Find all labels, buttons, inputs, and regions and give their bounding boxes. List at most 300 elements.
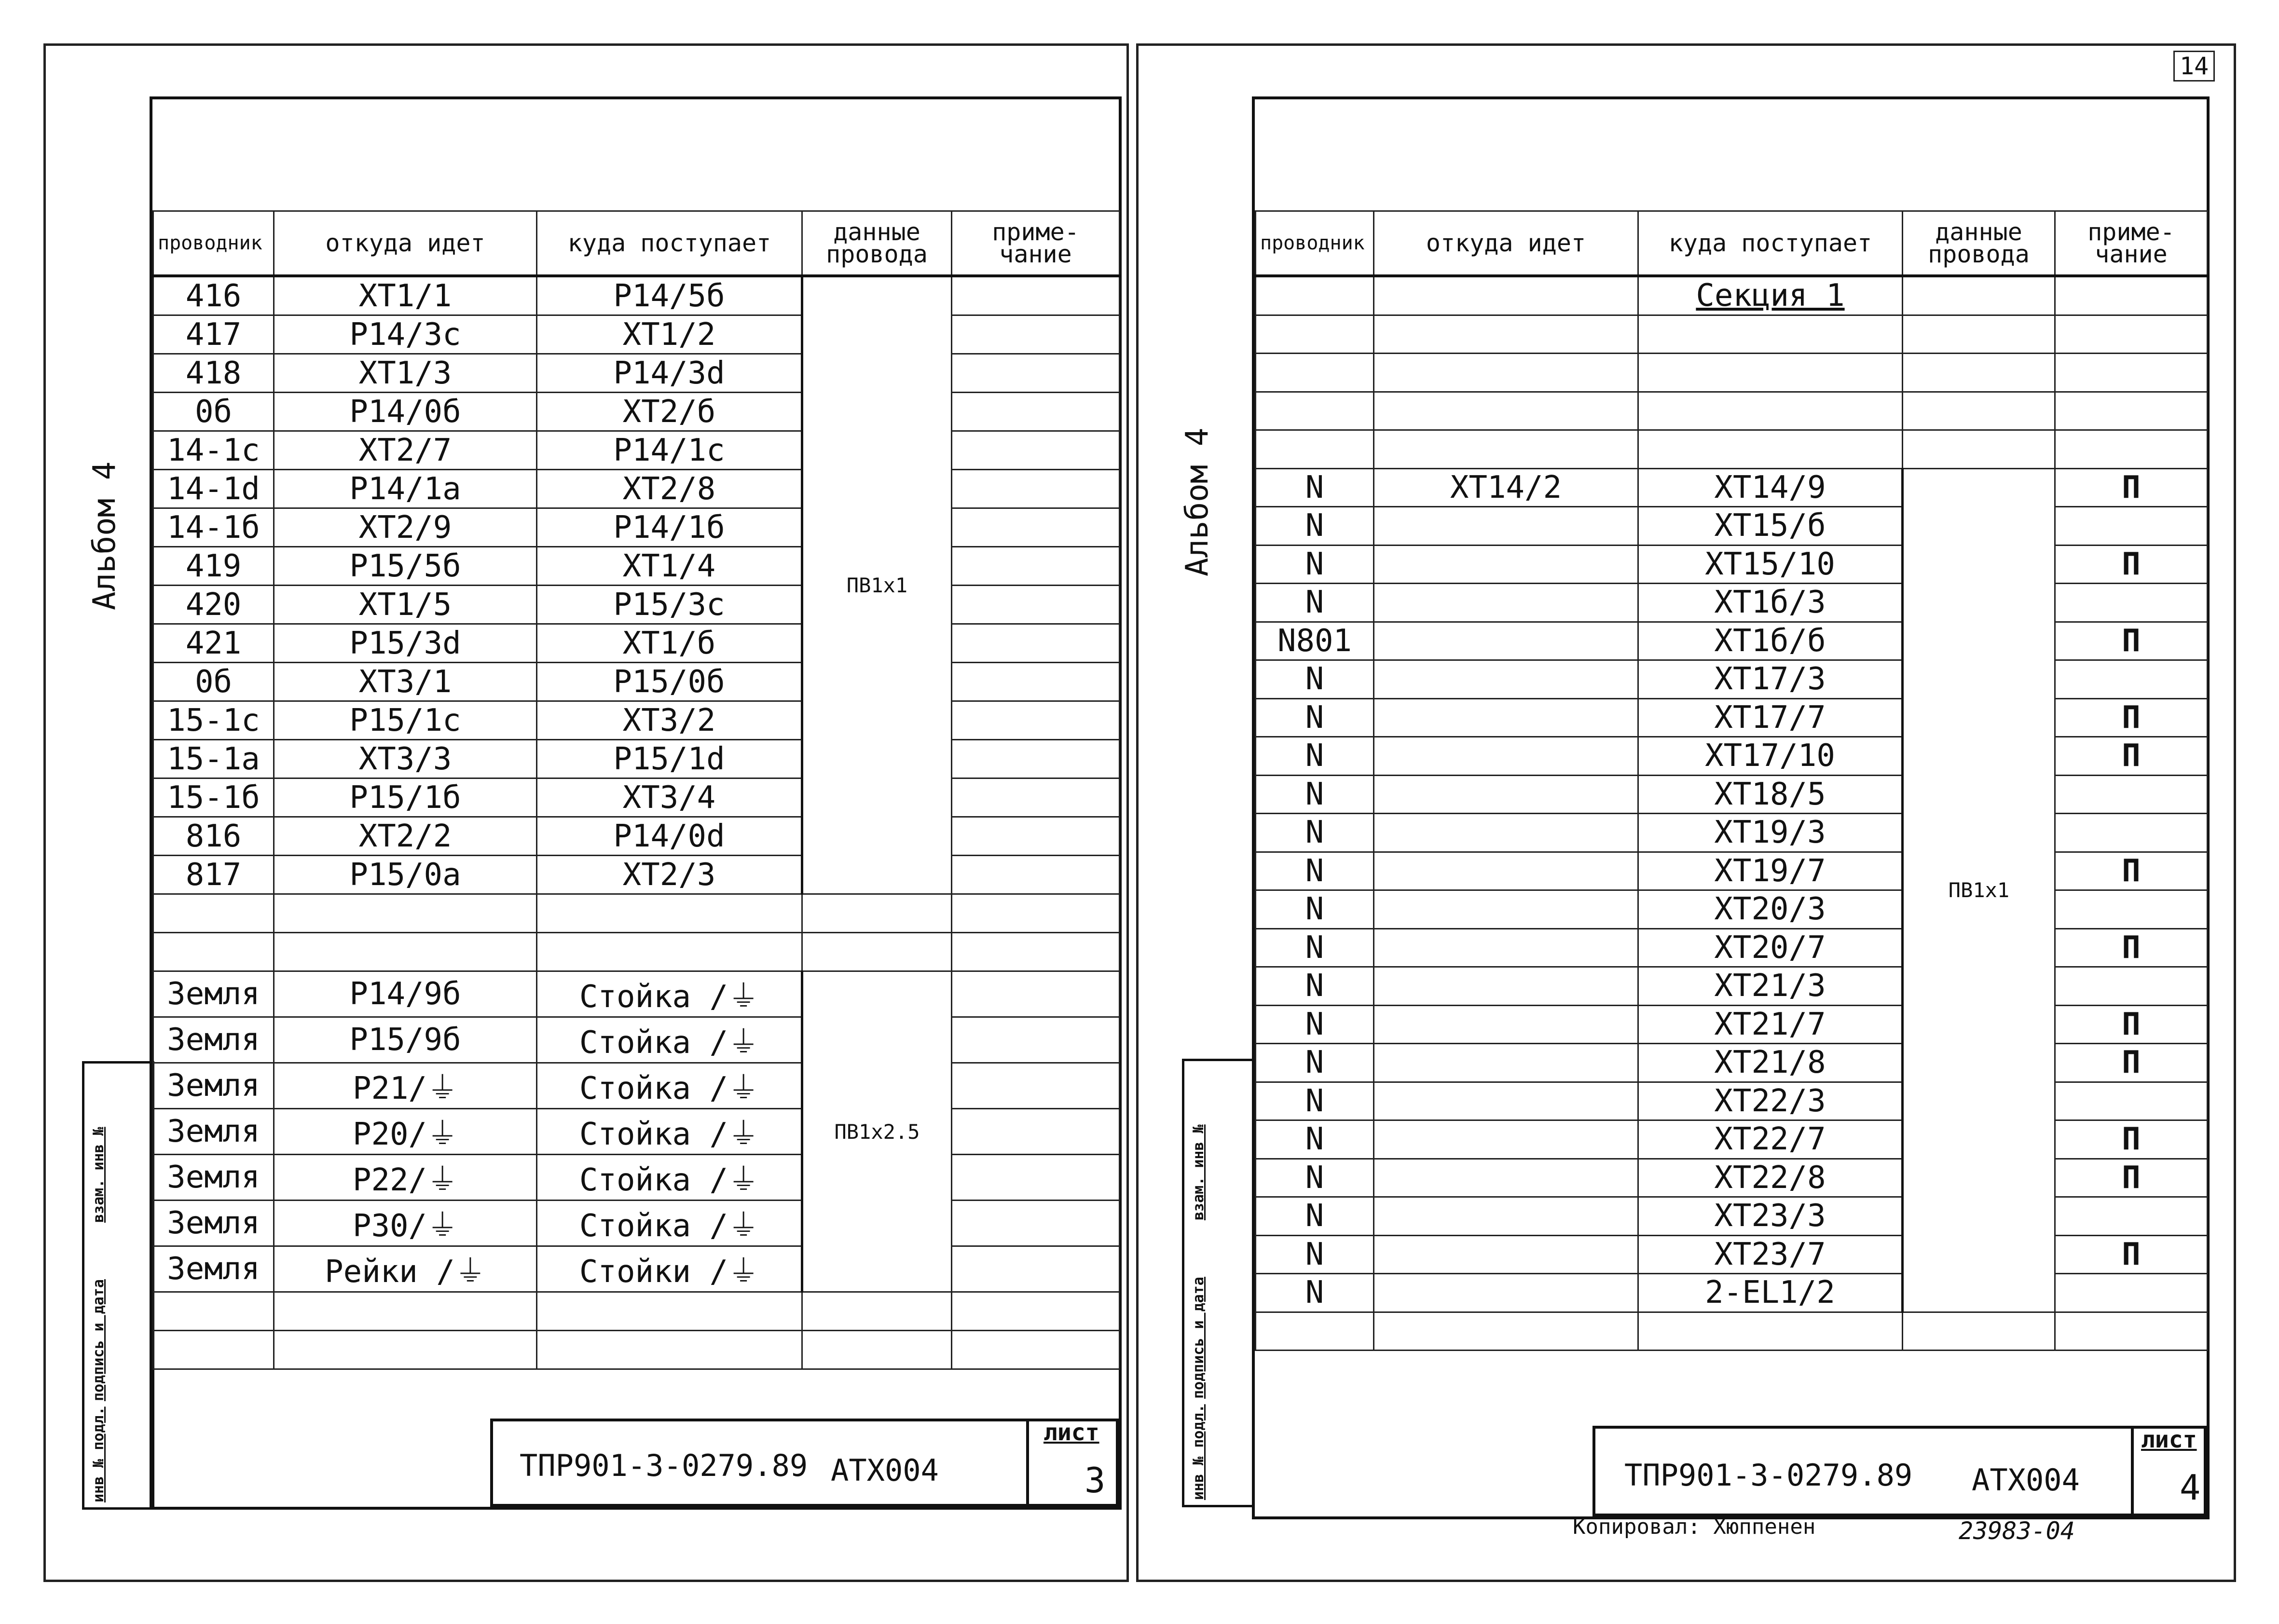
cell-conductor: 419 [153, 547, 274, 586]
header-conductor: проводник [1256, 211, 1374, 276]
right-wire-table [1255, 210, 2208, 1351]
cell-conductor: 817 [153, 856, 274, 894]
cell-conductor [1256, 392, 1374, 430]
table-row [153, 778, 1120, 817]
cell-conductor: 14-1d [153, 470, 274, 508]
table-row [1256, 660, 2208, 699]
cell-from: Р14/0б [274, 393, 537, 431]
cell-from [1374, 1197, 1638, 1236]
header-conductor: проводник [153, 211, 274, 276]
cell-note [2055, 354, 2208, 392]
cell-conductor: N [1256, 1082, 1374, 1120]
cell-note [2055, 392, 2208, 430]
cell-from: Р15/9б [274, 1017, 537, 1063]
stamp-column [1182, 1059, 1254, 1507]
cell-to: Р14/0d [537, 817, 802, 856]
cell-note [952, 508, 1120, 547]
cell-to: ХТ23/3 [1638, 1197, 1903, 1236]
cell-from: Р20/⏚ [274, 1109, 537, 1155]
cell-from [1374, 507, 1638, 546]
cell-note [952, 586, 1120, 624]
table-header [153, 211, 1120, 276]
cell-conductor: N [1256, 814, 1374, 852]
table-row [1256, 775, 2208, 814]
table-row [1256, 507, 2208, 546]
cell-from: Р14/3с [274, 315, 537, 354]
cell-from [1374, 584, 1638, 622]
cell-conductor: 0б [153, 393, 274, 431]
cell-conductor: N [1256, 928, 1374, 967]
sheet-number: 3 [1085, 1460, 1106, 1501]
cell-note [952, 393, 1120, 431]
table-row [1256, 430, 2208, 469]
stamp-label-inv: инв № подл. [90, 1406, 107, 1502]
table-row [153, 276, 1120, 315]
cell-note [952, 894, 1120, 933]
table-row [153, 1063, 1120, 1109]
cell-from [1374, 698, 1638, 737]
table-row [1256, 890, 2208, 929]
table-row [1256, 354, 2208, 392]
cell-from [1374, 660, 1638, 699]
cell-to: ХТ2/8 [537, 470, 802, 508]
table-row [1256, 1197, 2208, 1236]
table-row [153, 508, 1120, 547]
cell-to [1638, 392, 1903, 430]
cell-wire-data [1903, 354, 2055, 392]
header-note: приме-чание [2055, 211, 2208, 276]
cell-to [1638, 1312, 1903, 1351]
cell-to: ХТ22/3 [1638, 1082, 1903, 1120]
cell-note [952, 740, 1120, 778]
cell-note [952, 276, 1120, 315]
cell-to [1638, 354, 1903, 392]
cell-to [1638, 315, 1903, 354]
cell-conductor: 421 [153, 624, 274, 663]
cell-from: Р21/⏚ [274, 1063, 537, 1109]
cell-note [952, 1246, 1120, 1292]
table-row [153, 586, 1120, 624]
header-to: куда поступает [1638, 211, 1903, 276]
cell-note [952, 315, 1120, 354]
cell-from [1374, 276, 1638, 315]
cell-to: ХТ1/б [537, 624, 802, 663]
cell-conductor: N [1256, 1235, 1374, 1274]
cell-wire-group: ПВ1х1 [1903, 468, 2055, 1312]
cell-note: П [2055, 545, 2208, 584]
album-label: Альбом 4 [1180, 427, 1215, 576]
cell-from [274, 1331, 537, 1369]
table-row [1256, 1120, 2208, 1159]
cell-from [1374, 1082, 1638, 1120]
stamp-label-sign: подпись и дата [90, 1279, 107, 1401]
cell-conductor: 15-1с [153, 701, 274, 740]
table-row [153, 971, 1120, 1017]
cell-wire-data [802, 894, 952, 933]
doc-code: ТПР901-3-0279.89 [520, 1448, 808, 1483]
table-row [1256, 698, 2208, 737]
cell-note [952, 663, 1120, 701]
table-row [1256, 814, 2208, 852]
table-row [1256, 1159, 2208, 1197]
cell-to: Стойка /⏚ [537, 1017, 802, 1063]
cell-note [952, 701, 1120, 740]
cell-note [952, 817, 1120, 856]
table-row [153, 470, 1120, 508]
table-row [1256, 276, 2208, 315]
cell-wire-data [802, 1331, 952, 1369]
stamp-label-replace: взам. инв № [90, 1127, 107, 1223]
cell-to [537, 933, 802, 971]
cell-to: ХТ2/б [537, 393, 802, 431]
cell-note [952, 470, 1120, 508]
cell-wire-data [802, 1292, 952, 1331]
cell-to: ХТ18/5 [1638, 775, 1903, 814]
cell-to: ХТ2/3 [537, 856, 802, 894]
cell-to: ХТ17/7 [1638, 698, 1903, 737]
cell-conductor [153, 1331, 274, 1369]
table-row [153, 431, 1120, 470]
table-row [1256, 1005, 2208, 1044]
cell-conductor: Земля [153, 1063, 274, 1109]
header-wire-data: данные провода [1903, 211, 2055, 276]
cell-to: Стойки /⏚ [537, 1246, 802, 1292]
stamp-column [82, 1061, 154, 1510]
title-block [1593, 1426, 2207, 1516]
table-header [1256, 211, 2208, 276]
cell-note [2055, 1082, 2208, 1120]
cell-note: П [2055, 468, 2208, 507]
cell-conductor: 14-1с [153, 431, 274, 470]
cell-note [2055, 1274, 2208, 1312]
cell-conductor: N [1256, 507, 1374, 546]
table-row [1256, 1044, 2208, 1082]
cell-conductor: N801 [1256, 622, 1374, 660]
cell-note: П [2055, 928, 2208, 967]
sheet-number: 4 [2180, 1467, 2201, 1508]
cell-wire-group: ПВ1х1 [802, 276, 952, 894]
cell-conductor: Земля [153, 1246, 274, 1292]
cell-conductor: 417 [153, 315, 274, 354]
cell-conductor: Земля [153, 1017, 274, 1063]
cell-from: ХТ2/2 [274, 817, 537, 856]
cell-from [1374, 890, 1638, 929]
table-row [153, 701, 1120, 740]
cell-to [537, 1331, 802, 1369]
cell-to: Р14/1с [537, 431, 802, 470]
cell-note [2055, 814, 2208, 852]
sheet-label: лист [2141, 1426, 2197, 1453]
cell-wire-group: ПВ1х2.5 [802, 971, 952, 1292]
cell-from: Р15/1с [274, 701, 537, 740]
cell-from: Р15/1б [274, 778, 537, 817]
cell-from [1374, 1005, 1638, 1044]
cell-wire-data [1903, 315, 2055, 354]
cell-from: Р15/0а [274, 856, 537, 894]
cell-to: ХТ21/3 [1638, 967, 1903, 1006]
right-frame [1252, 96, 2210, 1519]
cell-note [2055, 507, 2208, 546]
cell-from [1374, 775, 1638, 814]
cell-conductor: 15-1б [153, 778, 274, 817]
cell-conductor: 816 [153, 817, 274, 856]
cell-from: ХТ1/5 [274, 586, 537, 624]
cell-note [2055, 890, 2208, 929]
cell-note [952, 1331, 1120, 1369]
cell-conductor: Земля [153, 1109, 274, 1155]
cell-note: П [2055, 852, 2208, 890]
cell-note: П [2055, 1044, 2208, 1082]
sheet-label: лист [1043, 1419, 1099, 1446]
cell-to: ХТ22/8 [1638, 1159, 1903, 1197]
corner-mark: 14 [2173, 51, 2215, 82]
table-row [153, 1017, 1120, 1063]
doc-number: АТХ004 [831, 1453, 939, 1488]
cell-note: П [2055, 698, 2208, 737]
cell-to: Стойка /⏚ [537, 971, 802, 1017]
cell-note [2055, 660, 2208, 699]
header-from: откуда идет [274, 211, 537, 276]
cell-to: ХТ17/3 [1638, 660, 1903, 699]
cell-from [1374, 622, 1638, 660]
cell-to: ХТ3/4 [537, 778, 802, 817]
cell-conductor: N [1256, 1197, 1374, 1236]
cell-from [1374, 1274, 1638, 1312]
cell-note [2055, 775, 2208, 814]
cell-from [1374, 814, 1638, 852]
header-to: куда поступает [537, 211, 802, 276]
table-row [153, 856, 1120, 894]
header-wire-data: данные провода [802, 211, 952, 276]
table-row [1256, 468, 2208, 507]
left-sheet [43, 43, 1129, 1582]
table-row [153, 354, 1120, 393]
table-row [1256, 392, 2208, 430]
cell-from [1374, 430, 1638, 469]
cell-conductor: N [1256, 698, 1374, 737]
cell-from: Р14/1а [274, 470, 537, 508]
table-row [1256, 545, 2208, 584]
cell-from: ХТ2/9 [274, 508, 537, 547]
table-row [1256, 737, 2208, 776]
cell-note [2055, 315, 2208, 354]
cell-to: Р15/3с [537, 586, 802, 624]
cell-note [952, 1292, 1120, 1331]
cell-note: П [2055, 1120, 2208, 1159]
cell-note [952, 856, 1120, 894]
cell-note [952, 431, 1120, 470]
cell-note: П [2055, 737, 2208, 776]
table-row [1256, 1274, 2208, 1312]
cell-wire-data [1903, 276, 2055, 315]
cell-from: ХТ14/2 [1374, 468, 1638, 507]
cell-conductor: 0б [153, 663, 274, 701]
cell-wire-data [1903, 430, 2055, 469]
table-row [1256, 852, 2208, 890]
cell-conductor: N [1256, 1005, 1374, 1044]
cell-to: ХТ1/4 [537, 547, 802, 586]
cell-from [1374, 545, 1638, 584]
cell-to: ХТ20/3 [1638, 890, 1903, 929]
copied-by: Копировал: Хюппенен [1573, 1515, 1816, 1539]
cell-conductor: N [1256, 468, 1374, 507]
cell-wire-data [1903, 392, 2055, 430]
cell-to: ХТ21/7 [1638, 1005, 1903, 1044]
cell-from: Рейки /⏚ [274, 1246, 537, 1292]
cell-from: Р15/5б [274, 547, 537, 586]
cell-conductor: 416 [153, 276, 274, 315]
cell-conductor: N [1256, 660, 1374, 699]
cell-from: ХТ1/1 [274, 276, 537, 315]
cell-conductor [153, 894, 274, 933]
table-row [153, 894, 1120, 933]
cell-to: ХТ21/8 [1638, 1044, 1903, 1082]
cell-to: ХТ15/б [1638, 507, 1903, 546]
cell-from [274, 1292, 537, 1331]
table-row [1256, 622, 2208, 660]
cell-to: Стойка /⏚ [537, 1109, 802, 1155]
cell-from: Р14/9б [274, 971, 537, 1017]
cell-note [952, 354, 1120, 393]
table-row [153, 547, 1120, 586]
cell-conductor: N [1256, 1274, 1374, 1312]
cell-from: Р22/⏚ [274, 1155, 537, 1201]
cell-from [1374, 1120, 1638, 1159]
table-row [1256, 1082, 2208, 1120]
left-frame [150, 96, 1122, 1510]
table-row [153, 740, 1120, 778]
cell-from [274, 894, 537, 933]
cell-note [2055, 1197, 2208, 1236]
cell-from [1374, 1312, 1638, 1351]
header-note: приме-чание [952, 211, 1120, 276]
cell-from [1374, 1044, 1638, 1082]
stamp-label-replace: взам. инв № [1190, 1124, 1207, 1220]
cell-to: Стойка /⏚ [537, 1155, 802, 1201]
cell-to: ХТ20/7 [1638, 928, 1903, 967]
cell-from [1374, 928, 1638, 967]
cell-note: П [2055, 1005, 2208, 1044]
cell-conductor [1256, 1312, 1374, 1351]
doc-code: ТПР901-3-0279.89 [1624, 1458, 1913, 1493]
cell-to: ХТ1б/3 [1638, 584, 1903, 622]
right-sheet [1136, 43, 2236, 1582]
cell-to [1638, 430, 1903, 469]
section-title: Секция 1 [1638, 276, 1903, 315]
cell-to: ХТ17/10 [1638, 737, 1903, 776]
table-row [153, 315, 1120, 354]
cell-to: ХТ15/10 [1638, 545, 1903, 584]
cell-to: Стойка /⏚ [537, 1063, 802, 1109]
cell-conductor: N [1256, 967, 1374, 1006]
cell-note: П [2055, 1159, 2208, 1197]
cell-wire-data [802, 933, 952, 971]
cell-conductor: N [1256, 852, 1374, 890]
cell-conductor: N [1256, 584, 1374, 622]
doc-number: АТХ004 [1972, 1462, 2080, 1498]
cell-conductor [153, 1292, 274, 1331]
table-row [153, 1331, 1120, 1369]
cell-to: ХТ1б/б [1638, 622, 1903, 660]
cell-conductor [1256, 315, 1374, 354]
cell-conductor: 420 [153, 586, 274, 624]
table-row [153, 1109, 1120, 1155]
cell-to [537, 1292, 802, 1331]
cell-from [1374, 737, 1638, 776]
cell-to: Стойка /⏚ [537, 1201, 802, 1246]
cell-from [1374, 354, 1638, 392]
cell-note: П [2055, 1235, 2208, 1274]
cell-wire-data [1903, 1312, 2055, 1351]
table-row [1256, 967, 2208, 1006]
table-row [153, 624, 1120, 663]
table-row [153, 1292, 1120, 1331]
table-row [153, 393, 1120, 431]
cell-note [2055, 584, 2208, 622]
cell-note: П [2055, 622, 2208, 660]
table-row [153, 1201, 1120, 1246]
title-block [490, 1419, 1119, 1507]
table-row [1256, 1312, 2208, 1351]
cell-note [2055, 967, 2208, 1006]
cell-conductor: N [1256, 545, 1374, 584]
cell-to: 2-ЕL1/2 [1638, 1274, 1903, 1312]
cell-conductor: N [1256, 1120, 1374, 1159]
cell-note [952, 778, 1120, 817]
cell-note [952, 624, 1120, 663]
table-row [1256, 315, 2208, 354]
cell-to: ХТ19/3 [1638, 814, 1903, 852]
cell-from: ХТ2/7 [274, 431, 537, 470]
cell-to: ХТ23/7 [1638, 1235, 1903, 1274]
table-row [153, 933, 1120, 971]
table-row [1256, 584, 2208, 622]
stamp-label-inv: инв № подл. [1190, 1404, 1207, 1500]
cell-to: Р14/1б [537, 508, 802, 547]
cell-note [2055, 276, 2208, 315]
table-row [153, 1246, 1120, 1292]
cell-to: ХТ1/2 [537, 315, 802, 354]
cell-from [1374, 967, 1638, 1006]
cell-note [952, 1201, 1120, 1246]
cell-conductor: N [1256, 737, 1374, 776]
cell-conductor: N [1256, 775, 1374, 814]
cell-conductor: 14-1б [153, 508, 274, 547]
cell-to: ХТ14/9 [1638, 468, 1903, 507]
cell-conductor: Земля [153, 1155, 274, 1201]
table-row [1256, 1235, 2208, 1274]
archive-number: 23983-04 [1959, 1517, 2075, 1545]
cell-conductor: Земля [153, 971, 274, 1017]
cell-note [952, 1063, 1120, 1109]
cell-note [2055, 1312, 2208, 1351]
cell-from: ХТ1/3 [274, 354, 537, 393]
table-row [153, 1155, 1120, 1201]
cell-from [274, 933, 537, 971]
cell-note [952, 971, 1120, 1017]
cell-to: Р14/5б [537, 276, 802, 315]
cell-note [952, 1109, 1120, 1155]
cell-to: Р14/3d [537, 354, 802, 393]
cell-conductor [1256, 276, 1374, 315]
table-row [153, 817, 1120, 856]
cell-conductor [1256, 354, 1374, 392]
cell-to: ХТ19/7 [1638, 852, 1903, 890]
cell-conductor: N [1256, 1044, 1374, 1082]
cell-from [1374, 1235, 1638, 1274]
cell-from [1374, 315, 1638, 354]
header-from: откуда идет [1374, 211, 1638, 276]
